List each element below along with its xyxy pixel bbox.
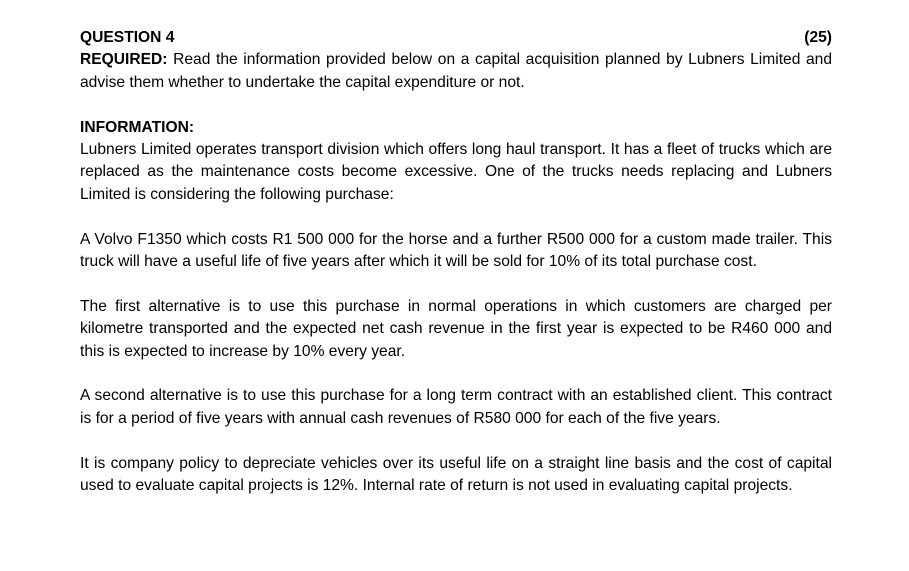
information-heading: INFORMATION:: [80, 118, 195, 136]
required-text: Read the information provided below on a capital acquisition planned by Lubners Limited and advise them whether to undertake the capital expenditure or not.: [80, 51, 832, 91]
question-marks: (25): [804, 29, 832, 46]
spacer: [80, 94, 832, 116]
question-title: QUESTION 4: [80, 29, 175, 46]
information-paragraph-purchase: A Volvo F1350 which costs R1 500 000 for the horse and a further R500 000 for a custom made trailer. This truck will have a useful life of five years after which it will be sold for 10% of its total purchase cost.: [80, 230, 832, 271]
information-paragraph-intro: Lubners Limited operates transport division which offers long haul transport. It has a fleet of trucks which are replaced as the maintenance costs become excessive. One of the trucks needs replacing and Lubners Limited is considering the following purchase:: [80, 141, 832, 203]
required-label: REQUIRED:: [80, 51, 168, 69]
required-paragraph: [80, 49, 832, 94]
spacer: [80, 273, 832, 295]
information-paragraph-policy: It is company policy to depreciate vehicles over its useful life on a straight line basis and the cost of capital used to evaluate capital projects is 12%. Internal rate of return is not used in evaluating capital projects.: [80, 454, 832, 495]
information-paragraph-first-alternative: The first alternative is to use this purchase in normal operations in which customers are charged per kilometre transported and the expected net cash revenue in the first year is expected to be R460 000 and this is expected to increase by 10% every year.: [80, 297, 832, 360]
spacer: [80, 363, 832, 385]
spacer: [80, 206, 832, 228]
spacer: [80, 430, 832, 452]
question-header: [80, 27, 832, 49]
information-paragraph-second-alternative: A second alternative is to use this purchase for a long term contract with an established client. This contract is for a period of five years with annual cash revenues of R580 000 for each of the five years.: [80, 387, 832, 427]
